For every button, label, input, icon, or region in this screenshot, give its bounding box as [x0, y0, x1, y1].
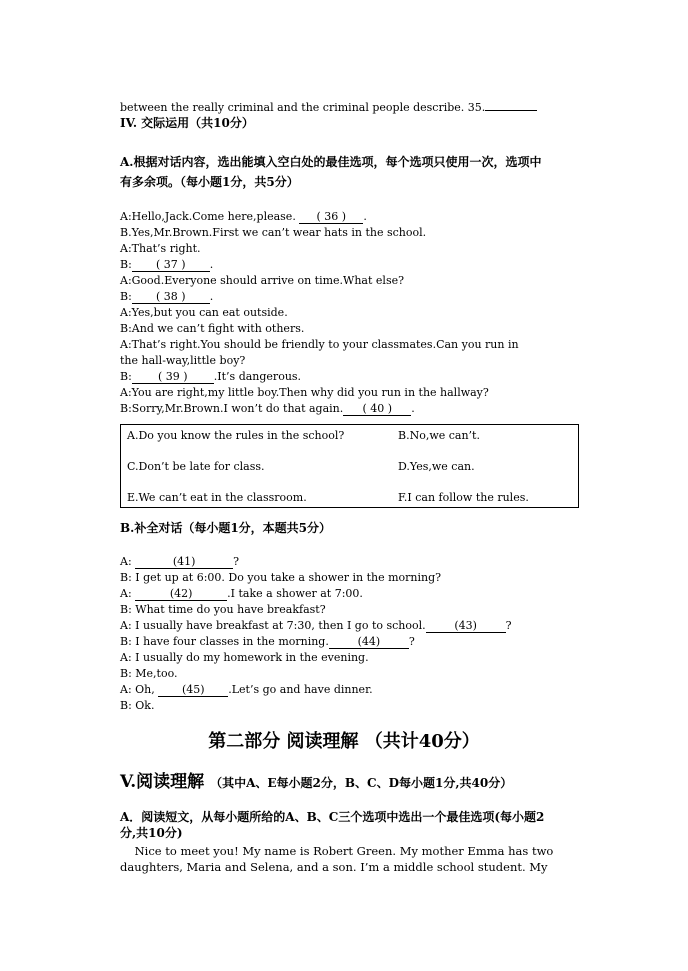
section-5-title: V.阅读理解: [120, 772, 205, 792]
section-5-heading: [120, 771, 512, 794]
dialogue-line: B: What time do you have breakfast?: [120, 603, 326, 616]
option-b: B.No,we can’t.: [398, 429, 480, 442]
answer-blank-43: (43): [426, 619, 506, 633]
dialogue-line: the hall-way,little boy?: [120, 354, 246, 367]
dialogue-line: B: Me,too.: [120, 667, 178, 680]
answer-blank-38: ( 38 ): [132, 290, 210, 304]
dialogue-line: [120, 402, 415, 416]
dialogue-line: B:And we can’t fight with others.: [120, 322, 305, 335]
section-5-note: （其中A、E每小题2分，B、C、D每小题1分,共40分）: [210, 776, 513, 790]
dialogue-line: A:That’s right.You should be friendly to your classmates.Can you run in: [120, 338, 519, 351]
dialogue-end: .It’s dangerous.: [213, 370, 302, 383]
dialogue-text: B:Sorry,Mr.Brown.I won’t do that again.: [120, 402, 344, 415]
part-b-heading: B.补全对话（每小题1分，本题共5分）: [120, 521, 332, 535]
dialogue-end: ?: [505, 619, 512, 632]
part-a-instruction-line2: 有多余项。（每小题1分，共5分）: [120, 175, 299, 189]
continued-text: between the really criminal and the criminal people describe. 35.: [120, 101, 486, 114]
dialogue-line: A:That’s right.: [120, 242, 201, 255]
answer-blank-37: ( 37 ): [132, 258, 210, 272]
option-d: D.Yes,we can.: [398, 460, 475, 473]
dialogue-text: A:Hello,Jack.Come here,please.: [120, 210, 300, 223]
dialogue-end: .: [209, 290, 214, 303]
passage-line: daughters, Maria and Selena, and a son. I’m a middle school student. My: [120, 860, 548, 874]
dialogue-line: [120, 290, 213, 304]
section-5-part-a-instruction-line2: 分,共10分): [120, 826, 183, 840]
continued-line: [120, 97, 537, 115]
part-2-title: 第二部分 阅读理解 （共计40分）: [208, 731, 480, 752]
dialogue-text: B: I have four classes in the morning.: [120, 635, 329, 648]
answer-blank-45: (45): [158, 683, 228, 697]
speaker-label: A: Oh,: [120, 683, 159, 696]
speaker-label: B:: [120, 258, 132, 271]
dialogue-end: .Let’s go and have dinner.: [228, 683, 373, 696]
dialogue-line: A:You are right,my little boy.Then why did you run in the hallway?: [120, 386, 489, 399]
dialogue-line: A:Yes,but you can eat outside.: [120, 306, 288, 319]
dialogue-line: [120, 370, 301, 384]
part-a-instruction-line1: A.根据对话内容，选出能填入空白处的最佳选项，每个选项只使用一次，选项中: [120, 155, 542, 169]
option-f: F.I can follow the rules.: [398, 491, 529, 504]
speaker-label: A:: [120, 587, 136, 600]
answer-blank-41: (41): [135, 555, 233, 569]
dialogue-line: [120, 683, 373, 697]
speaker-label: B:: [120, 370, 132, 383]
option-c: C.Don’t be late for class.: [127, 460, 265, 473]
dialogue-line: B: I get up at 6:00. Do you take a shower in the morning?: [120, 571, 442, 584]
options-box: [120, 424, 579, 508]
answer-blank-39: ( 39 ): [132, 370, 214, 384]
dialogue-end: ?: [408, 635, 415, 648]
dialogue-line: [120, 555, 239, 569]
answer-blank-42: (42): [135, 587, 227, 601]
dialogue-end: .: [363, 210, 367, 223]
section-5-part-a-instruction-line1: A．阅读短文，从每小题所给的A、B、C三个选项中选出一个最佳选项(每小题2: [120, 810, 545, 824]
option-a: A.Do you know the rules in the school?: [127, 429, 345, 442]
speaker-label: A:: [120, 555, 136, 568]
answer-blank-36: ( 36 ): [299, 210, 363, 224]
answer-blank-35: [485, 97, 537, 111]
dialogue-end: .: [209, 258, 214, 271]
dialogue-end: .: [411, 402, 415, 415]
option-e: E.We can’t eat in the classroom.: [127, 491, 307, 504]
dialogue-line: B: Ok.: [120, 699, 155, 712]
dialogue-text: A: I usually have breakfast at 7:30, then I go to school.: [120, 619, 426, 632]
dialogue-line: [120, 258, 213, 272]
section-4-heading: IV. 交际运用（共10分）: [120, 116, 254, 130]
answer-blank-40: ( 40 ): [343, 402, 411, 416]
dialogue-end: ?: [233, 555, 240, 568]
dialogue-line: [120, 635, 415, 649]
dialogue-end: .I take a shower at 7:00.: [227, 587, 363, 600]
dialogue-line: [120, 619, 512, 633]
dialogue-line: [120, 210, 367, 224]
dialogue-line: [120, 587, 363, 601]
dialogue-line: B.Yes,Mr.Brown.First we can’t wear hats in the school.: [120, 226, 427, 239]
answer-blank-44: (44): [329, 635, 409, 649]
speaker-label: B:: [120, 290, 132, 303]
dialogue-line: A: I usually do my homework in the evening.: [120, 651, 369, 664]
passage-line: Nice to meet you! My name is Robert Green. My mother Emma has two: [120, 844, 554, 858]
dialogue-line: A:Good.Everyone should arrive on time.What else?: [120, 274, 404, 287]
